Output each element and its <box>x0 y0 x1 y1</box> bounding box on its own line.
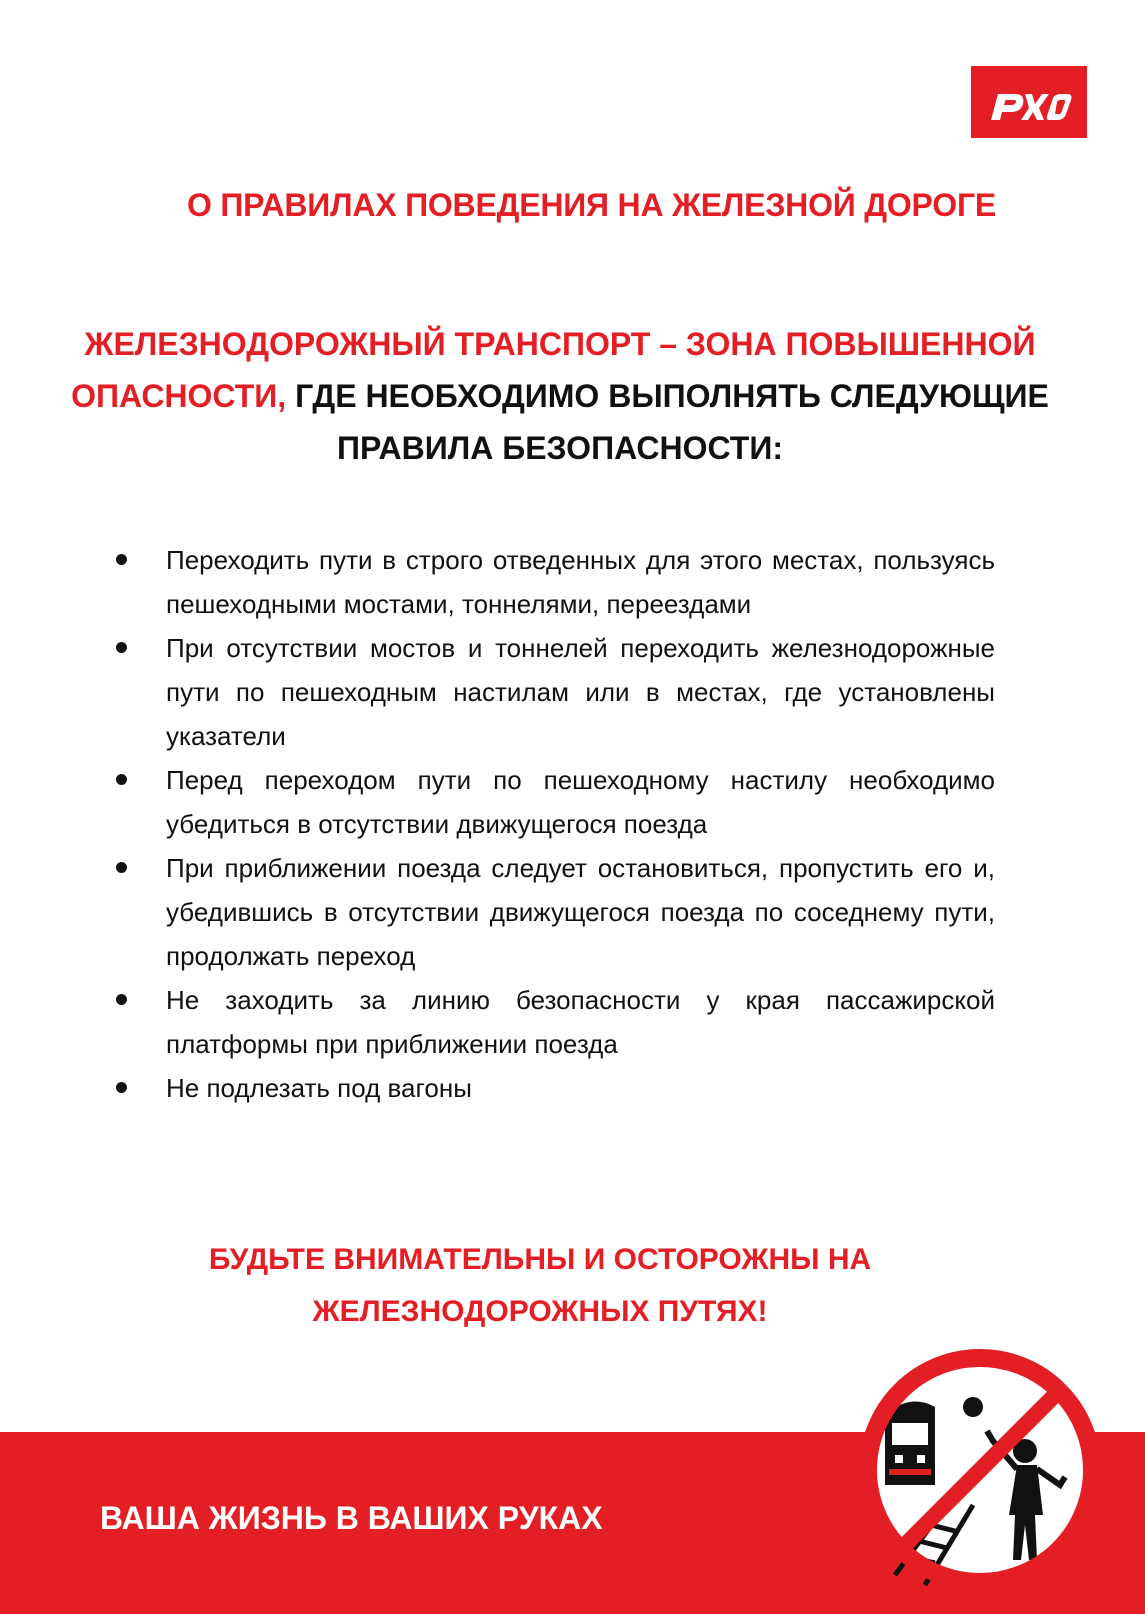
rule-text: При приближении поезда следует остановиться, пропустить его и, убедившись в отсутствии движущегося поезда по соседнему пути, продолжать переход <box>166 853 995 971</box>
list-item <box>100 1066 995 1110</box>
rule-text: Не заходить за линию безопасности у края пассажирской платформы при приближении поезда <box>166 985 995 1059</box>
bullet-icon <box>116 862 127 873</box>
bullet-icon <box>116 1082 127 1093</box>
bullet-icon <box>116 994 127 1005</box>
list-item <box>100 978 995 1066</box>
intro-black-part: ГДЕ НЕОБХОДИМО ВЫПОЛНЯТЬ СЛЕДУЮЩИЕ ПРАВИЛА БЕЗОПАСНОСТИ: <box>295 378 1049 466</box>
rules-list <box>100 538 995 1110</box>
rule-text: При отсутствии мостов и тоннелей переходить железнодорожные пути по пешеходным настилам или в местах, где установлены указатели <box>166 633 995 751</box>
rzd-logo <box>971 66 1087 138</box>
bullet-icon <box>116 554 127 565</box>
rule-text: Перед переходом пути по пешеходному настилу необходимо убедиться в отсутствии движущегося поезда <box>166 765 995 839</box>
bullet-icon <box>116 774 127 785</box>
list-item <box>100 538 995 626</box>
intro-heading <box>60 318 1060 474</box>
footer-slogan: ВАША ЖИЗНЬ В ВАШИХ РУКАХ <box>100 1500 603 1536</box>
rzd-logo-icon <box>971 66 1087 138</box>
warning-text: БУДЬТЕ ВНИМАТЕЛЬНЫ И ОСТОРОЖНЫ НА ЖЕЛЕЗНОДОРОЖНЫХ ПУТЯХ! <box>208 1243 872 1328</box>
intro-red-part: ЖЕЛЕЗНОДОРОЖНЫЙ ТРАНСПОРТ – ЗОНА ПОВЫШЕННОЙ ОПАСНОСТИ, <box>71 326 1036 414</box>
list-item <box>100 626 995 758</box>
rule-text: Переходить пути в строго отведенных для этого местах, пользуясь пешеходными мостами, тоннелями, переездами <box>166 545 995 619</box>
rule-text: Не подлезать под вагоны <box>166 1073 472 1103</box>
list-item <box>100 846 995 978</box>
list-item <box>100 758 995 846</box>
no-playing-on-tracks-icon <box>855 1345 1105 1595</box>
bullet-icon <box>116 642 127 653</box>
page-title: О ПРАВИЛАХ ПОВЕДЕНИЯ НА ЖЕЛЕЗНОЙ ДОРОГЕ <box>186 187 997 223</box>
